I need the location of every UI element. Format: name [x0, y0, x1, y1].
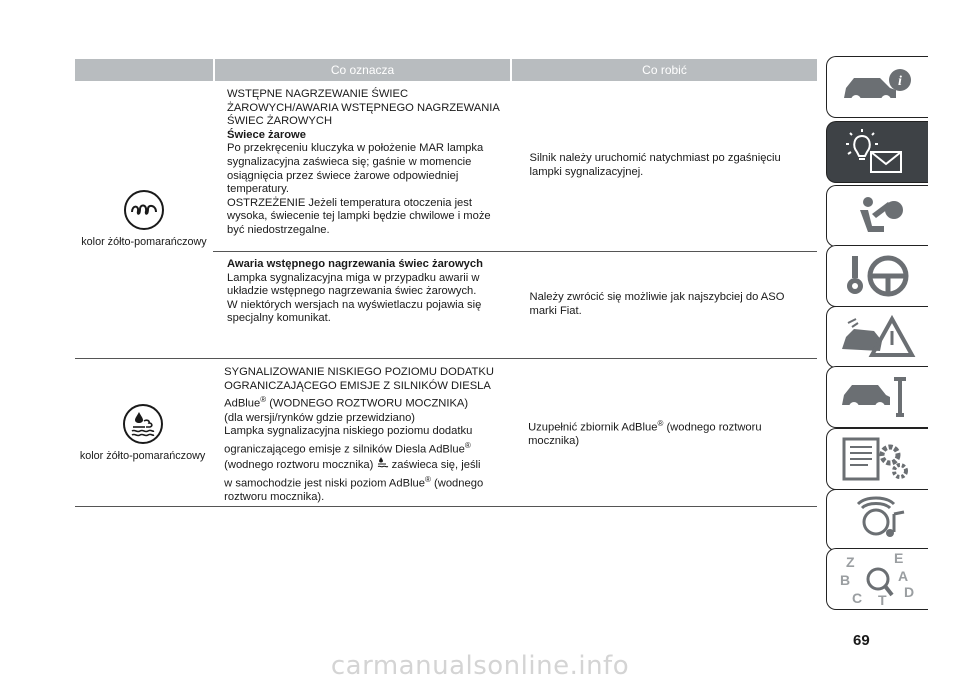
table-row-glow-plugs [75, 81, 817, 359]
meaning-adblue [224, 359, 513, 506]
index-letter: D [903, 584, 914, 600]
subtitle: Świece żarowe [227, 128, 306, 141]
text-line: WSTĘPNE NAGRZEWANIE ŚWIEC [227, 88, 409, 100]
nav-tab-airbag[interactable] [826, 185, 928, 247]
meaning-glow-plug-failure [227, 252, 515, 358]
nav-tab-index[interactable] [826, 548, 928, 610]
glow-plug-icon [124, 190, 164, 230]
text-line: Lampka sygnalizacyjna miga w przypadku awarii w [227, 271, 480, 284]
text-line: roztworu mocznika). [224, 490, 325, 503]
text-line: Po przekręceniu kluczyka w położenie MAR lampka [227, 142, 484, 155]
text-line: specjalny komunikat. [227, 312, 331, 325]
index-letter: A [897, 568, 908, 584]
meaning-glow-plugs [227, 81, 515, 251]
text-line: być niedostrzegalne. [227, 223, 330, 236]
text-line: AdBlue® (WODNEGO ROZTWORU MOCZNIKA) [224, 395, 469, 410]
text-line: W niektórych wersjach na wyświetlaczu pojawia się [227, 298, 482, 311]
action-glow-plug-failure [530, 252, 818, 358]
text-line: SYGNALIZOWANIE NISKIEGO POZIOMU DODATKU [224, 366, 494, 378]
text-line: układzie wstępnego nagrzewania świec żarowych. [227, 285, 477, 298]
text-line: Należy zwrócić się możliwie jak najszybciej do ASO [529, 291, 785, 304]
airbag-seat-icon [838, 192, 918, 240]
action-adblue [528, 359, 817, 506]
index-letters-icon [838, 551, 918, 607]
adblue-inline-icon [377, 459, 389, 471]
text-line: osiągnięcia przez świece żarowe odpowiedniej [227, 169, 459, 182]
text-line: marki Fiat. [529, 305, 582, 317]
nav-tab-key-steering[interactable] [826, 245, 928, 307]
warning-lights-table [75, 59, 817, 507]
key-steering-wheel-icon [838, 252, 918, 300]
nav-tab-multimedia[interactable] [826, 489, 928, 551]
icon-cell [75, 81, 213, 357]
text-line: ŚWIEC ŻAROWYCH [227, 115, 333, 128]
index-letter: E [893, 551, 903, 566]
text-line: (dla wersji/rynków gdzie przewidziano) [224, 411, 416, 424]
index-letter: Z [845, 554, 855, 570]
text-line: OGRANICZAJĄCEGO EMISJE Z SILNIKÓW DIESLA [224, 379, 491, 392]
nav-tab-specifications[interactable] [826, 428, 928, 490]
car-service-icon [838, 373, 918, 421]
text-line: (wodnego roztworu mocznika) zaświeca się, jeśli [224, 459, 481, 472]
nav-tab-warning-lights[interactable] [826, 121, 928, 183]
table-row-adblue [75, 359, 817, 507]
text-line: sygnalizacyjna zaświeca się; gaśnie w momencie [227, 155, 472, 168]
text-line: temperatury. [227, 183, 289, 196]
watermark: carmanualsonline.info [330, 651, 630, 681]
index-letter: C [851, 590, 862, 606]
header-icon-column [75, 59, 213, 81]
action-glow-plugs [530, 81, 818, 251]
icon-cell [75, 359, 210, 506]
header-action: Co robić [512, 59, 817, 81]
adblue-icon [123, 404, 163, 444]
nav-tab-car-info[interactable] [826, 56, 928, 118]
multimedia-icon [838, 496, 918, 544]
text-line: OSTRZEŻENIE Jeżeli temperatura otoczenia jest [227, 196, 472, 209]
page-number: 69 [853, 632, 870, 649]
text-line: Uzupełnić zbiornik AdBlue® (wodnego roztworu [528, 418, 762, 434]
text-line: mocznika) [528, 434, 580, 447]
index-letter: B [839, 572, 850, 588]
warning-lights-icon [838, 128, 918, 176]
svg-text:i: i [897, 74, 902, 89]
text-line: lampki sygnalizacyjnej. [529, 166, 644, 178]
specifications-gears-icon [838, 435, 918, 483]
text-line: wysoka, świecenie tej lampki będzie chwilowe i może [227, 210, 491, 223]
car-info-icon [838, 64, 918, 110]
header-meaning: Co oznacza [215, 59, 510, 81]
text-line: w samochodzie jest niski poziom AdBlue® (wodnego [224, 474, 484, 490]
index-letter: T [877, 592, 887, 607]
table-header [75, 59, 817, 81]
color-label: kolor żółto-pomarańczowy [79, 449, 206, 462]
car-accident-warning-icon [838, 313, 918, 361]
text-line: Lampka sygnalizacyjna niskiego poziomu dodatku [224, 425, 473, 438]
nav-tab-accident[interactable] [826, 306, 928, 368]
color-label: kolor żółto-pomarańczowy [81, 236, 207, 248]
text-line: ŻAROWYCH/AWARIA WSTĘPNEGO NAGRZEWANIA [227, 101, 500, 114]
text-line: Silnik należy uruchomić natychmiast po zgaśnięciu [529, 152, 781, 165]
text-line: ograniczającego emisje z silników Diesla AdBlue® [224, 440, 471, 456]
nav-tab-service[interactable] [826, 366, 928, 428]
subtitle: Awaria wstępnego nagrzewania świec żarowych [227, 258, 483, 270]
